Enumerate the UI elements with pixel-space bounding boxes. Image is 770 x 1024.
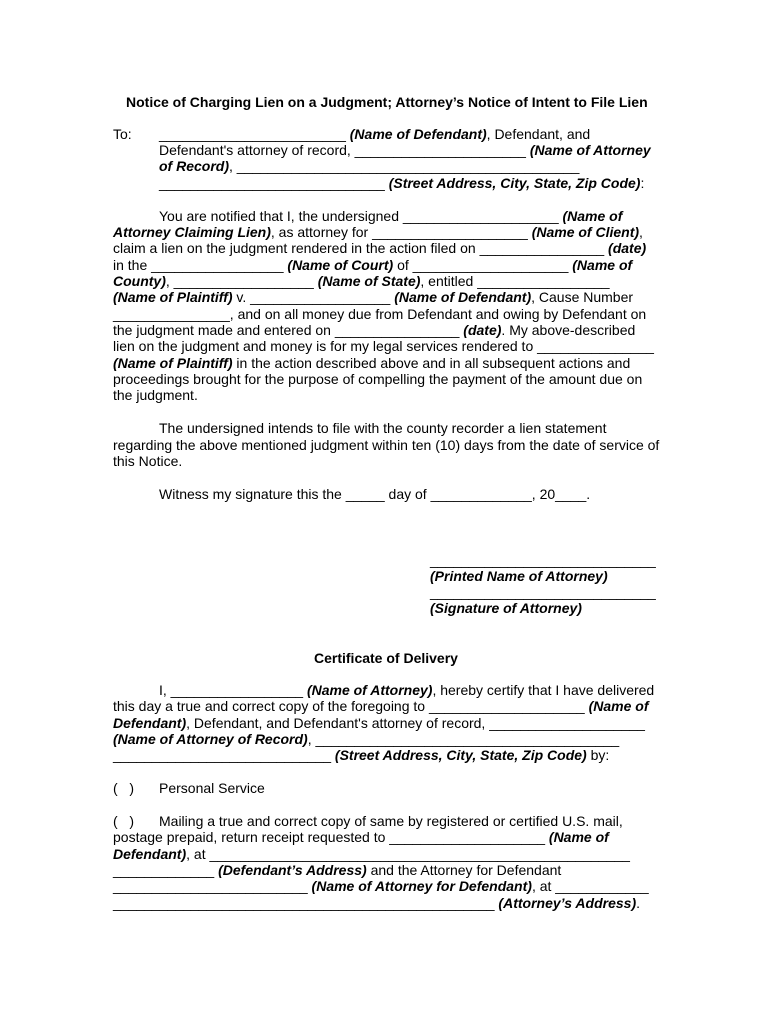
address-line-3: of Record), ____________________________________________ <box>159 158 580 174</box>
notice-line: claim a lien on the judgment rendered in the action filed on ________________ (date) <box>113 240 647 256</box>
notice-line: (Name of Plaintiff) in the action described above and in all subsequent actions and <box>113 355 631 371</box>
personal-service-checkbox[interactable]: ( ) <box>113 780 134 796</box>
notice-line: You are notified that I, the undersigned ____________________ (Name of <box>159 208 623 224</box>
mailing-line: _________________________ (Name of Attorney for Defendant), at ____________ <box>113 878 649 894</box>
signature-line: _____________________________ <box>430 584 656 600</box>
notice-line: the judgment made and entered on ________________ (date). My above-described <box>113 322 636 338</box>
notice-line: proceedings brought for the purpose of compelling the payment of the amount due on <box>113 371 643 387</box>
certificate-line: ____________________________ (Street Address, City, State, Zip Code) by: <box>113 747 610 763</box>
notice-line: (Name of Plaintiff) v. __________________ (Name of Defendant), Cause Number <box>113 289 634 305</box>
certificate-heading: Certificate of Delivery <box>314 650 458 666</box>
printed-name-line: _____________________________ <box>430 552 656 568</box>
notice-line: in the _________________ (Name of Court) of ____________________ (Name of <box>113 257 633 273</box>
mailing-line: _________________________________________________ (Attorney’s Address). <box>113 895 641 911</box>
certificate-line: (Name of Attorney of Record), _______________________________________ <box>113 731 620 747</box>
personal-service-label: Personal Service <box>159 780 265 796</box>
address-line-4: _____________________________ (Street Address, City, State, Zip Code): <box>159 175 645 191</box>
notice-line: County), __________________ (Name of State), entitled _________________ <box>113 273 610 289</box>
notice-line: the judgment. <box>113 387 198 403</box>
intent-line: The undersigned intends to file with the county recorder a lien statement <box>159 420 607 436</box>
witness-line: Witness my signature this the _____ day of _____________, 20____. <box>159 486 591 502</box>
notice-line: Attorney Claiming Lien), as attorney for ____________________ (Name of Client), <box>113 224 643 240</box>
intent-line: regarding the above mentioned judgment within ten (10) days from the date of service of <box>113 437 660 453</box>
certificate-line: I, _________________ (Name of Attorney), hereby certify that I have delivered <box>159 682 655 698</box>
mailing-line: Mailing a true and correct copy of same by registered or certified U.S. mail, <box>159 813 623 829</box>
mailing-checkbox[interactable]: ( ) <box>113 813 134 829</box>
address-line-2: Defendant's attorney of record, ______________________ (Name of Attorney <box>159 142 651 158</box>
intent-line: this Notice. <box>113 453 183 469</box>
mailing-line: _____________ (Defendant’s Address) and the Attorney for Defendant <box>113 862 562 878</box>
mailing-line: postage prepaid, return receipt requested to ____________________ (Name of <box>113 829 609 845</box>
to-label: To: <box>113 126 132 142</box>
certificate-line: this day a true and correct copy of the foregoing to ____________________ (Name of <box>113 698 649 714</box>
notice-line: _______________, and on all money due from Defendant and owing by Defendant on <box>113 306 647 322</box>
mailing-line: Defendant), at ______________________________________________________ <box>113 846 630 862</box>
address-line-1: ________________________ (Name of Defendant), Defendant, and <box>159 126 591 142</box>
document-title: Notice of Charging Lien on a Judgment; Attorney’s Notice of Intent to File Lien <box>126 94 648 110</box>
printed-name-label: (Printed Name of Attorney) <box>430 568 608 584</box>
notice-line: lien on the judgment and money is for my legal services rendered to _______________ <box>113 338 654 354</box>
certificate-line: Defendant), Defendant, and Defendant's attorney of record, ____________________ <box>113 715 645 731</box>
signature-label: (Signature of Attorney) <box>430 600 582 616</box>
